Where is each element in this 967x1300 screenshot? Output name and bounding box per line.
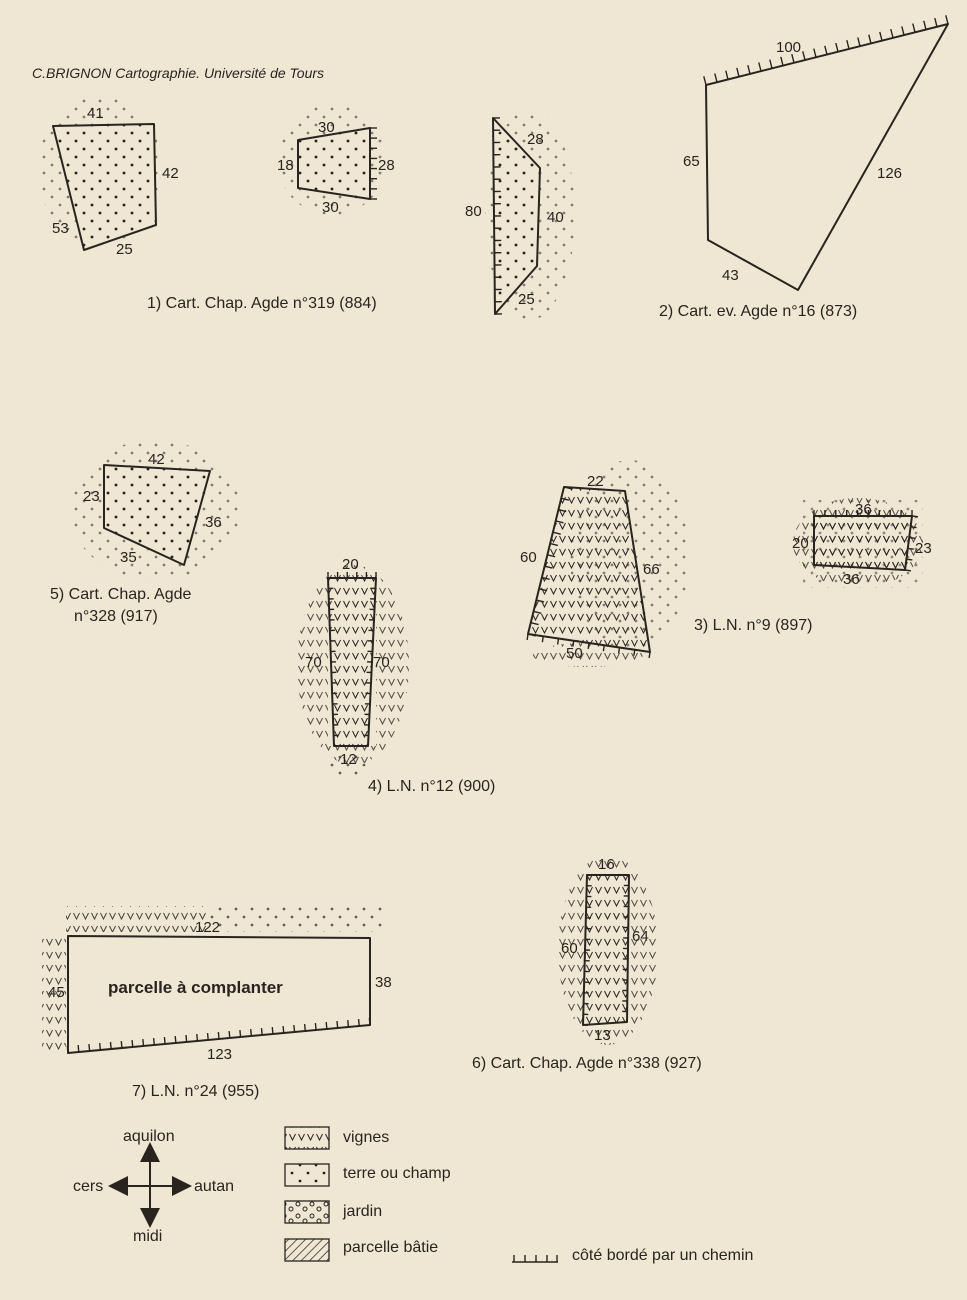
legend-vines-label: vignes: [343, 1129, 390, 1146]
road-tick: [911, 527, 917, 528]
road-tick: [588, 643, 589, 649]
p6-top-label: 16: [598, 856, 615, 873]
p3a-left-label: 60: [520, 549, 537, 566]
compass-rose: [73, 1128, 234, 1245]
road-tick: [781, 57, 783, 66]
p3b-top-label: 36: [855, 501, 872, 518]
road-tick: [251, 1029, 252, 1036]
credit-line: C.BRIGNON Cartographie. Université de Tours: [32, 65, 325, 81]
plan-7: [42, 904, 392, 1063]
p6-right-label: 64: [632, 928, 649, 945]
p1a-bottom-label: 25: [116, 241, 133, 258]
road-tick: [527, 634, 528, 640]
compass-west-label: cers: [73, 1178, 104, 1195]
legend-swatch-built: [285, 1239, 329, 1261]
plan-1a: [38, 95, 179, 258]
plan-3a: [520, 460, 690, 667]
p2-road-ticks: [704, 15, 948, 85]
legend: [285, 1127, 753, 1264]
road-tick: [869, 35, 871, 44]
caption-plan-6: 6) Cart. Chap. Agde n°338 (927): [472, 1055, 702, 1072]
road-tick: [847, 40, 849, 49]
road-tick: [909, 538, 915, 539]
compass-south-label: midi: [133, 1228, 163, 1245]
road-tick: [836, 43, 838, 52]
p1b-right-label: 28: [378, 157, 395, 174]
road-tick: [164, 1037, 165, 1044]
road-tick: [759, 62, 761, 71]
p7-right-label: 38: [375, 974, 392, 991]
plan-2: [683, 15, 948, 290]
road-tick: [946, 15, 948, 24]
road-tick: [726, 71, 728, 80]
road-tick: [240, 1030, 241, 1037]
p5-bottom-label: 35: [120, 549, 137, 566]
road-tick: [619, 648, 620, 654]
road-tick: [803, 51, 805, 60]
road-tick: [704, 76, 706, 85]
road-tick: [858, 37, 860, 46]
compass-east-label: autan: [194, 1178, 235, 1195]
p5-top-label: 42: [148, 451, 165, 468]
road-tick: [908, 548, 914, 549]
caption-plan-5a: 5) Cart. Chap. Agde: [50, 586, 192, 603]
road-tick: [825, 46, 827, 55]
road-tick: [326, 1022, 327, 1029]
p7-inside-label: parcelle à complanter: [108, 978, 283, 997]
road-tick: [110, 1042, 111, 1049]
p1b-left-label: 18: [277, 157, 294, 174]
road-tick: [67, 1046, 68, 1053]
road-tick: [208, 1033, 209, 1040]
road-tick: [913, 24, 915, 33]
p1b-bottom-label: 30: [322, 199, 339, 216]
p7-left-label: 45: [48, 984, 65, 1001]
p4-top-label: 20: [342, 556, 359, 573]
road-tick: [649, 652, 650, 658]
p5-left-label: 23: [83, 488, 100, 505]
road-tick: [935, 18, 937, 27]
road-tick: [100, 1043, 101, 1050]
plan-3b: [792, 498, 932, 588]
plan-6: [558, 855, 658, 1045]
road-tick: [748, 65, 750, 74]
plan-1c: [465, 110, 575, 320]
p4-bottom-label: 12: [340, 751, 357, 768]
caption-plan-3: 3) L.N. n°9 (897): [694, 617, 813, 634]
legend-garden-label: jardin: [343, 1203, 383, 1220]
road-tick: [305, 1024, 306, 1031]
road-tick: [315, 1023, 316, 1030]
legend-swatch-field: [285, 1164, 329, 1186]
road-tick: [770, 60, 772, 69]
plan-5: [70, 440, 240, 580]
road-tick: [218, 1032, 219, 1039]
plan-4: [297, 556, 409, 778]
road-tick: [186, 1035, 187, 1042]
road-tick: [880, 32, 882, 41]
p1c-bottom-label: 25: [518, 291, 535, 308]
p3b-bottom-label: 36: [843, 571, 860, 588]
road-tick: [348, 1020, 349, 1027]
road-tick: [558, 639, 559, 645]
road-tick: [737, 68, 739, 77]
compass-north-label: aquilon: [123, 1128, 175, 1145]
road-tick: [121, 1041, 122, 1048]
p1a-right-label: 42: [162, 165, 179, 182]
p5-right-label: 36: [205, 514, 222, 531]
legend-road-symbol: [512, 1255, 558, 1262]
p3b-right-label: 23: [915, 540, 932, 557]
road-tick: [132, 1040, 133, 1047]
road-tick: [924, 21, 926, 30]
road-tick: [272, 1027, 273, 1034]
road-tick: [814, 49, 816, 58]
road-tick: [143, 1039, 144, 1046]
p4-right-label: 70: [373, 654, 390, 671]
legend-road-label: côté bordé par un chemin: [572, 1247, 754, 1264]
road-tick: [891, 29, 893, 38]
road-tick: [902, 26, 904, 35]
p3b-left-label: 20: [792, 535, 809, 552]
caption-plan-5b: n°328 (917): [74, 608, 158, 625]
p1c-left-label: 80: [465, 203, 482, 220]
p1a-top-label: 41: [87, 105, 104, 122]
road-tick: [283, 1026, 284, 1033]
road-tick: [197, 1034, 198, 1041]
road-tick: [715, 74, 717, 83]
p2-diag-label: 126: [877, 165, 903, 182]
legend-built-label: parcelle bâtie: [343, 1239, 439, 1256]
road-tick: [905, 570, 911, 571]
legend-swatch-vines: [285, 1127, 329, 1149]
p4-left-label: 70: [305, 654, 322, 671]
road-tick: [261, 1028, 262, 1035]
p6-left-label: 60: [561, 940, 578, 957]
caption-plan-4: 4) L.N. n°12 (900): [368, 778, 496, 795]
p1c-top-label: 28: [527, 131, 544, 148]
p3a-bottom-label: 50: [566, 645, 583, 662]
plan-1b: [277, 105, 395, 216]
road-tick: [78, 1045, 79, 1052]
p2-bottom-label: 43: [722, 267, 739, 284]
p2-top-label: 100: [776, 39, 802, 56]
p3a-right-label: 66: [643, 561, 660, 578]
road-tick: [634, 650, 635, 656]
legend-field-label: terre ou champ: [343, 1165, 451, 1182]
road-tick: [542, 636, 543, 642]
p6-bottom-label: 13: [594, 1027, 611, 1044]
p3a-top-label: 22: [587, 473, 604, 490]
p7-bottom-label: 123: [207, 1046, 233, 1063]
p1c-right-label: 40: [547, 209, 564, 226]
road-tick: [337, 1021, 338, 1028]
road-tick: [154, 1038, 155, 1045]
road-tick: [912, 516, 918, 517]
p2-left-label: 65: [683, 153, 700, 170]
caption-plan-1: 1) Cart. Chap. Agde n°319 (884): [147, 295, 377, 312]
caption-plan-7: 7) L.N. n°24 (955): [132, 1083, 260, 1100]
road-tick: [906, 559, 912, 560]
road-tick: [294, 1025, 295, 1032]
road-tick: [229, 1031, 230, 1038]
caption-plan-2: 2) Cart. ev. Agde n°16 (873): [659, 303, 858, 320]
road-tick: [359, 1019, 360, 1026]
road-tick: [89, 1044, 90, 1051]
road-tick: [369, 1018, 370, 1025]
p7-top-label: 122: [195, 919, 221, 936]
road-tick: [603, 645, 604, 651]
legend-swatch-garden: [285, 1201, 329, 1223]
road-tick: [175, 1036, 176, 1043]
p1a-left-label: 53: [52, 220, 69, 237]
p1b-top-label: 30: [318, 119, 335, 136]
